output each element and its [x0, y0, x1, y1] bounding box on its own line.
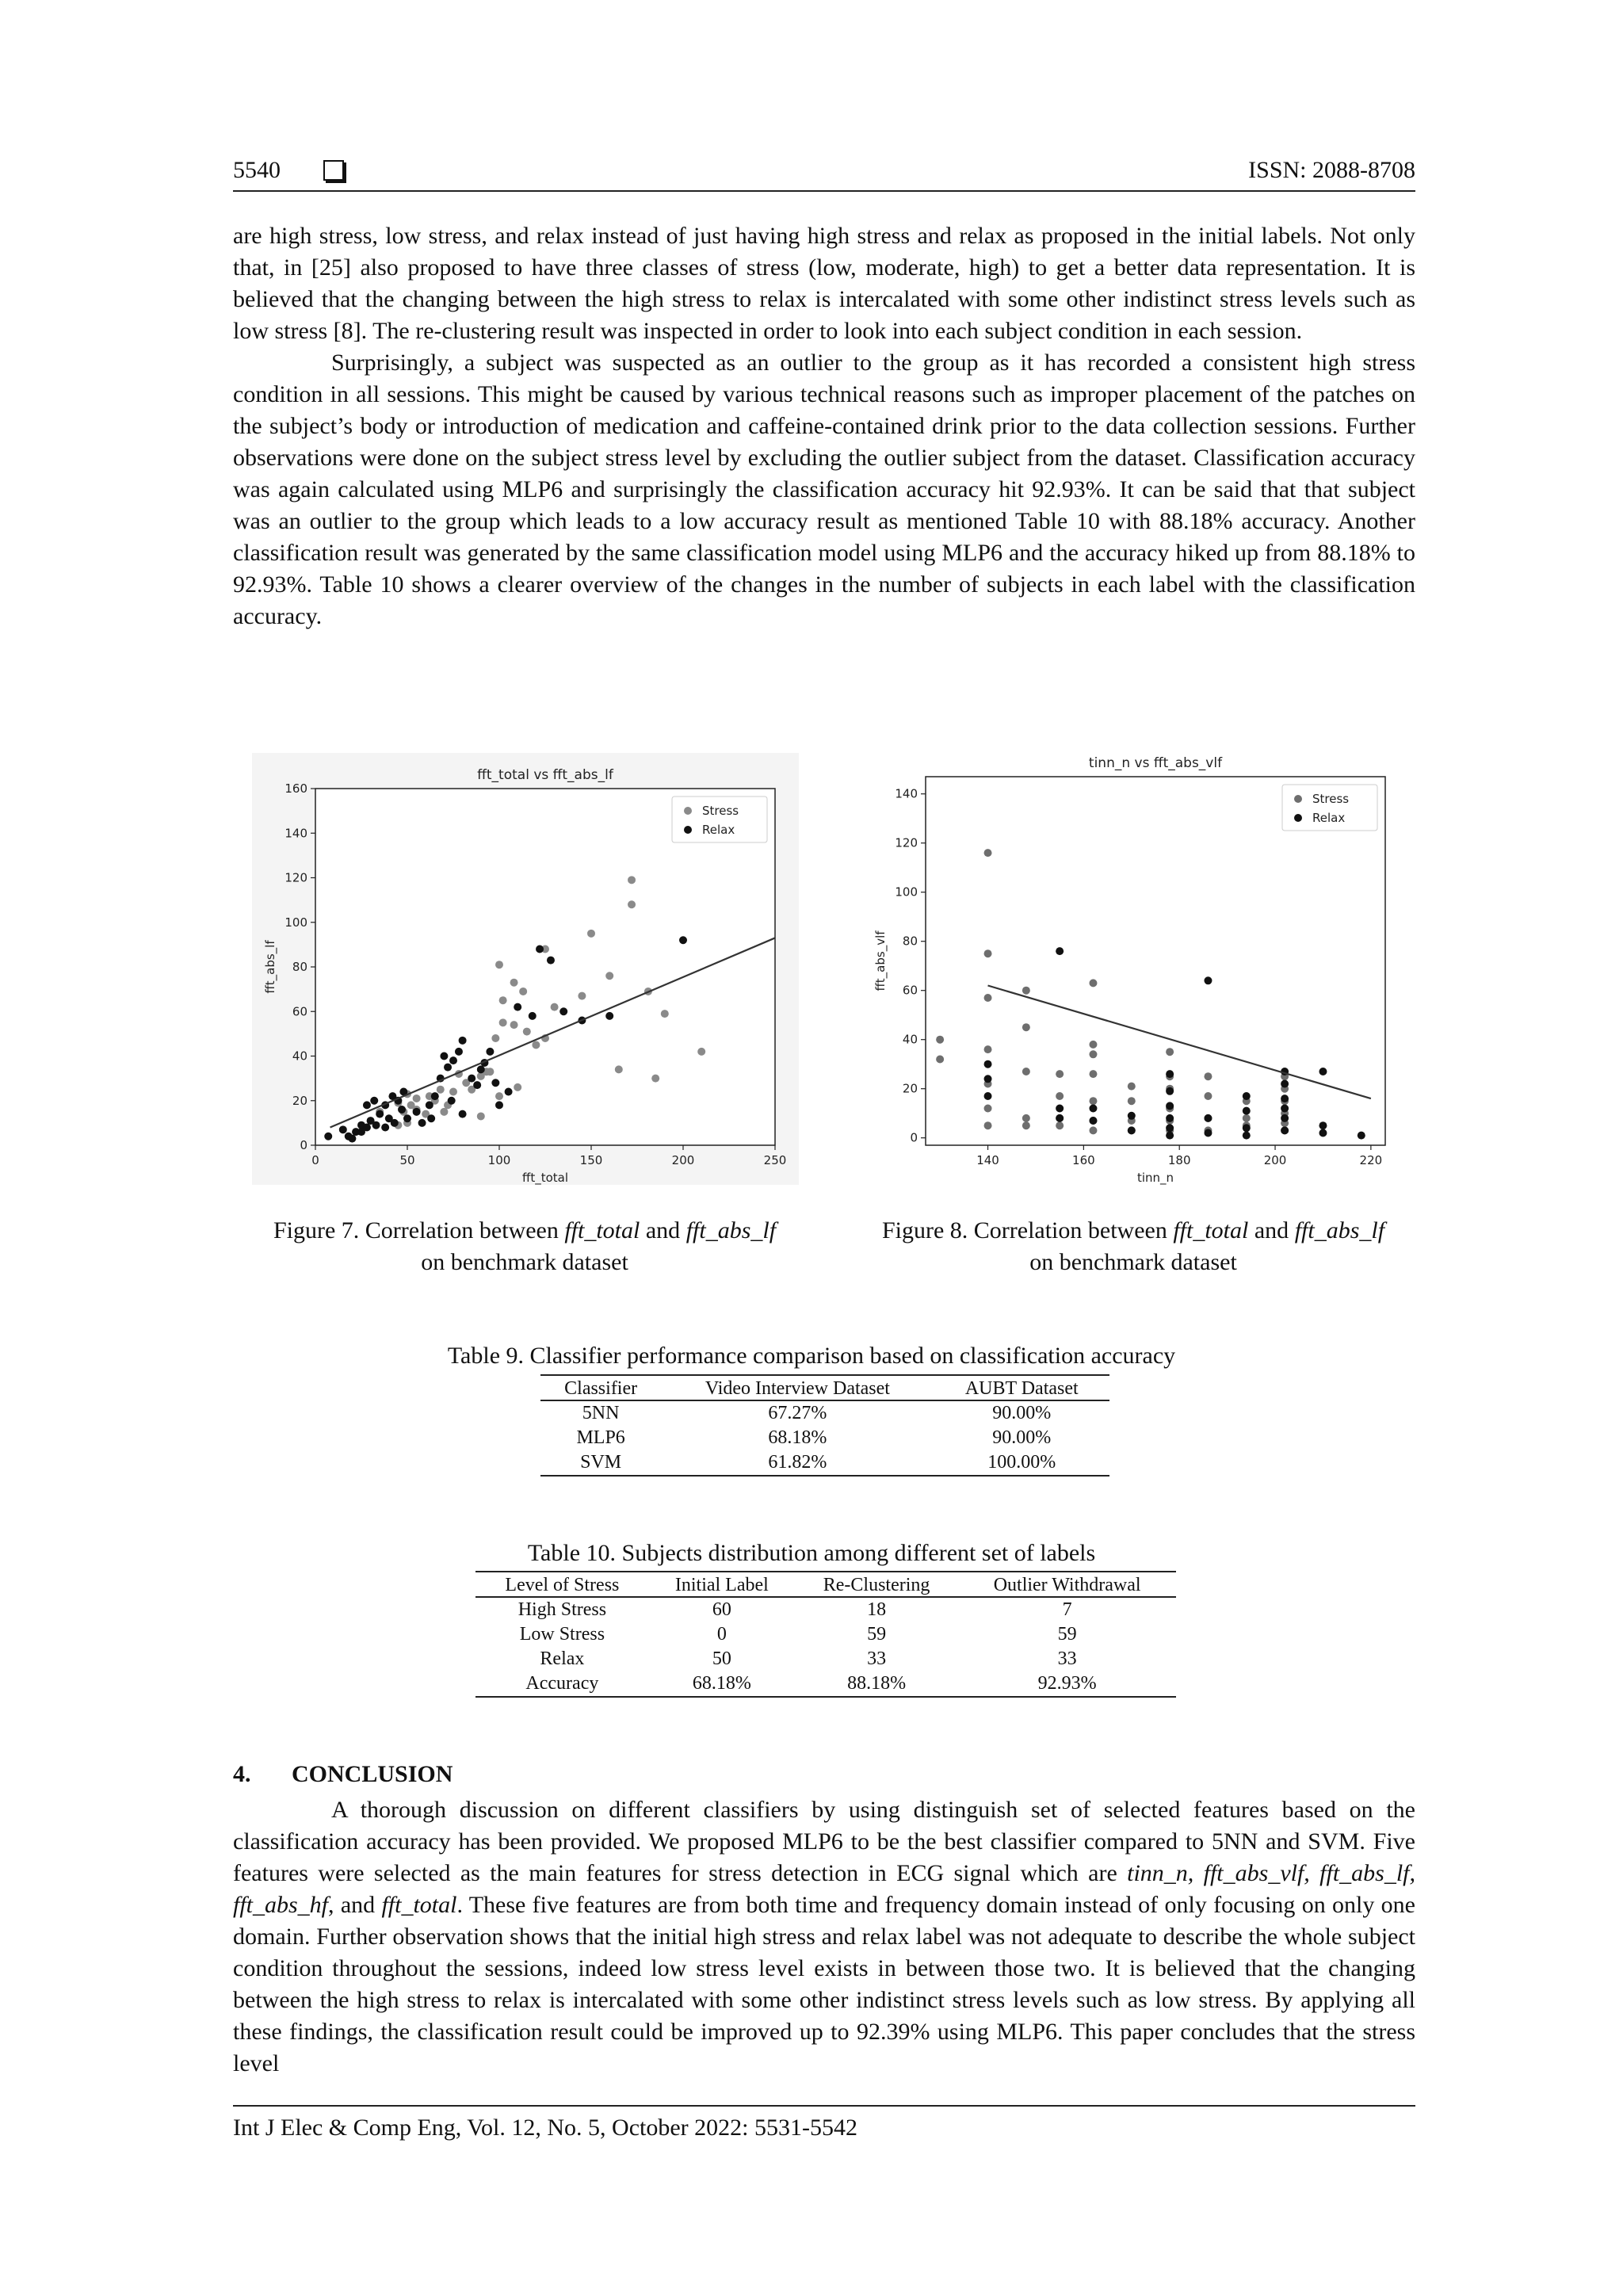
scatter-point-relax — [559, 1007, 567, 1015]
table-9-caption: Table 9. Classifier performance comparison based on classification accuracy — [447, 1343, 1176, 1369]
table-9-header — [540, 1375, 1109, 1400]
scatter-point-stress — [1022, 1121, 1030, 1129]
scatter-point-relax — [391, 1119, 399, 1127]
scatter-point-relax — [514, 1003, 521, 1011]
scatter-point-relax — [459, 1110, 467, 1118]
scatter-point-relax — [449, 1056, 457, 1064]
scatter-point-relax — [440, 1052, 448, 1060]
scatter-point-stress — [1089, 1126, 1097, 1134]
scatter-point-stress — [1022, 987, 1030, 995]
table-row: Low Stress 0 59 59 — [519, 1624, 1077, 1645]
scatter-point-stress — [984, 849, 992, 857]
scatter-point-stress — [440, 1108, 448, 1116]
scatter-point-relax — [1204, 1129, 1212, 1137]
table-10-col: Re-Clustering — [795, 1572, 958, 1597]
issn: ISSN: 2088-8708 — [1248, 157, 1415, 183]
scatter-point-relax — [1281, 1080, 1289, 1088]
scatter-point-stress — [486, 1068, 494, 1075]
y-tick-label: 80 — [902, 934, 918, 949]
scatter-point-relax — [1166, 1114, 1174, 1122]
scatter-point-relax — [403, 1114, 411, 1122]
scatter-point-relax — [426, 1101, 433, 1109]
scatter-point-relax — [1166, 1102, 1174, 1110]
scatter-point-stress — [936, 1036, 944, 1044]
x-tick-label: 50 — [399, 1153, 415, 1167]
scatter-point-stress — [532, 1041, 540, 1049]
scatter-point-relax — [984, 1075, 992, 1083]
x-tick-label: 200 — [1263, 1153, 1287, 1167]
scatter-point-relax — [413, 1108, 421, 1116]
scatter-point-relax — [491, 1079, 499, 1087]
table-10-col: Level of Stress — [475, 1572, 649, 1597]
scatter-point-relax — [473, 1081, 481, 1089]
scatter-point-relax — [1281, 1095, 1289, 1102]
scatter-point-stress — [1089, 1097, 1097, 1105]
scatter-point-stress — [1243, 1114, 1251, 1122]
scatter-point-relax — [1319, 1121, 1327, 1129]
paragraph-1: are high stress, low stress, and relax instead of just having high stress and relax as proposed in the initial labels. Not only that, in [25] also proposed to have three classes of stress (low, moderate, high) to get a better data representation. It is believed that the changing between the high stress to relax is intercalated with some other indistinct stress levels such as low stress [8]. The re-clustering result was inspected in order to look into each subject condition in each session. — [233, 223, 1415, 344]
x-tick-label: 200 — [671, 1153, 695, 1167]
page-number: 5540 — [233, 157, 281, 183]
legend-label: Stress — [702, 804, 739, 818]
scatter-point-stress — [510, 1021, 518, 1029]
page-header — [233, 155, 1415, 192]
scatter-point-relax — [1319, 1068, 1327, 1075]
x-tick-label: 180 — [1167, 1153, 1191, 1167]
scatter-point-stress — [984, 1121, 992, 1129]
scatter-point-relax — [1243, 1132, 1251, 1140]
y-tick-label: 0 — [910, 1130, 918, 1145]
scatter-point-relax — [1204, 1114, 1212, 1122]
scatter-point-stress — [697, 1048, 705, 1056]
scatter-point-stress — [1089, 1041, 1097, 1049]
conclusion-text — [233, 1794, 1415, 2080]
scatter-point-relax — [679, 936, 687, 944]
y-tick-label: 0 — [300, 1138, 307, 1152]
scatter-point-stress — [495, 1092, 503, 1100]
section-heading: 4. CONCLUSION — [233, 1761, 453, 1787]
legend-label: Relax — [1312, 811, 1346, 825]
scatter-point-relax — [1358, 1132, 1365, 1140]
scatter-point-stress — [628, 876, 636, 884]
y-tick-label: 160 — [285, 781, 307, 796]
figure-8-chart — [862, 753, 1409, 1185]
scatter-point-relax — [348, 1135, 356, 1143]
scatter-point-stress — [499, 996, 507, 1004]
table-row: Accuracy 68.18% 88.18% 92.93% — [475, 1671, 1176, 1697]
scatter-point-relax — [418, 1119, 426, 1127]
scatter-point-relax — [486, 1048, 494, 1056]
scatter-point-relax — [495, 1101, 503, 1109]
scatter-point-stress — [413, 1095, 421, 1102]
legend-label: Stress — [1312, 792, 1350, 806]
scatter-point-relax — [1243, 1107, 1251, 1115]
scatter-point-relax — [1166, 1070, 1174, 1078]
scatter-point-relax — [444, 1064, 452, 1072]
scatter-point-stress — [1128, 1097, 1136, 1105]
table-9 — [540, 1374, 1109, 1477]
scatter-point-relax — [459, 1037, 467, 1045]
scatter-point-stress — [551, 1003, 559, 1011]
scatter-point-stress — [1022, 1023, 1030, 1031]
scatter-point-relax — [1166, 1087, 1174, 1095]
x-tick-label: 140 — [976, 1153, 999, 1167]
scatter-point-relax — [477, 1065, 485, 1073]
table-10 — [475, 1571, 1176, 1698]
scatter-point-stress — [651, 1075, 659, 1083]
scatter-point-stress — [1056, 1092, 1064, 1100]
scatter-point-stress — [477, 1112, 485, 1120]
y-tick-label: 20 — [292, 1093, 307, 1108]
scatter-point-relax — [1281, 1126, 1289, 1134]
scatter-point-relax — [505, 1088, 513, 1096]
table-row: MLP6 68.18% 90.00% — [576, 1427, 1052, 1448]
figure-7-caption: Figure 7. Correlation between fft_total and fft_abs_lf on benchmark dataset — [273, 1217, 777, 1275]
scatter-point-relax — [427, 1114, 435, 1122]
x-tick-label: 220 — [1359, 1153, 1383, 1167]
x-axis-label: fft_total — [521, 1171, 569, 1185]
scatter-point-stress — [1089, 1050, 1097, 1058]
scatter-point-stress — [984, 994, 992, 1002]
y-tick-label: 40 — [902, 1032, 918, 1047]
scatter-point-stress — [984, 949, 992, 957]
scatter-point-stress — [1089, 979, 1097, 987]
scatter-point-relax — [1128, 1112, 1136, 1120]
legend-label: Relax — [702, 823, 735, 837]
journal-citation: Int J Elec & Comp Eng, Vol. 12, No. 5, October 2022: 5531-5542 — [233, 2115, 857, 2141]
scatter-point-relax — [455, 1048, 463, 1056]
scatter-point-relax — [363, 1101, 371, 1109]
scatter-point-relax — [984, 1060, 992, 1068]
scatter-point-relax — [547, 957, 555, 965]
scatter-point-relax — [1056, 1105, 1064, 1113]
scatter-point-stress — [984, 1045, 992, 1053]
chart-title: fft_total vs fft_abs_lf — [477, 767, 613, 783]
scatter-point-relax — [381, 1124, 389, 1132]
table-10-header — [475, 1572, 1176, 1597]
y-tick-label: 100 — [285, 915, 307, 930]
table-row: 5NN 67.27% 90.00% — [582, 1403, 1052, 1423]
scatter-point-stress — [605, 972, 613, 980]
scatter-point-stress — [519, 988, 527, 995]
scatter-point-relax — [1166, 1124, 1174, 1132]
scatter-point-stress — [936, 1056, 944, 1064]
scatter-point-stress — [449, 1088, 457, 1096]
scatter-point-stress — [1056, 1070, 1064, 1078]
paragraph-2: Surprisingly, a subject was suspected as an outlier to the group as it has recorded a consistent high stress condition in all sessions. This might be caused by various technical reasons such as improper placement of the patches on the subject’s body or introduction of medication and caffeine-contained drink prior to the data collection sessions. Further observations were done on the subject stress level by excluding the outlier subject from the dataset. Classification accuracy was again calculated using MLP6 and surprisingly the classification accuracy hit 92.93%. It can be said that that subject was an outlier to the group which leads to a low accuracy result as mentioned Table 10 with 88.18% accuracy. Another classification result was generated by the same classification model using MLP6 and the accuracy hiked up from 88.18% to 92.93%. Table 10 shows a clearer overview of the changes in the number of subjects in each label with the classification accuracy. — [233, 350, 1415, 629]
scatter-point-stress — [984, 1105, 992, 1113]
scatter-point-relax — [357, 1128, 365, 1136]
table-10-caption: Table 10. Subjects distribution among different set of labels — [527, 1540, 1096, 1566]
x-tick-label: 250 — [763, 1153, 787, 1167]
scatter-point-stress — [1022, 1114, 1030, 1122]
scatter-point-relax — [376, 1110, 384, 1118]
y-tick-label: 140 — [895, 786, 918, 801]
scatter-point-stress — [1204, 1092, 1212, 1100]
plot-area — [926, 777, 1385, 1145]
scatter-point-relax — [1128, 1126, 1136, 1134]
scatter-point-relax — [370, 1097, 378, 1105]
scatter-point-relax — [372, 1121, 380, 1129]
table-10-col: Initial Label — [649, 1572, 795, 1597]
conclusion-paragraph: A thorough discussion on different classifiers by using distinguish set of selected features based on the classification accuracy has been provided. We proposed MLP6 to be the best classifier compared to 5NN and SVM. Five features were selected as the main features for stress detection in ECG signal which are tinn_n, fft_abs_vlf, fft_abs_lf, fft_abs_hf, and fft_total. These five features are from both time and frequency domain instead of only focusing on only one domain. Further observation shows that the initial high stress and relax label was not adequate to describe the whole subject condition throughout the sessions, indeed low stress level exists in between those two. It is believed that the changing between the high stress to relax is intercalated with some other indistinct stress levels such as low stress. By applying all these findings, the classification result could be improved up to 92.39% using MLP6. This paper concludes that the stress level — [233, 1797, 1416, 2076]
scatter-point-stress — [523, 1028, 531, 1036]
scatter-point-stress — [1022, 1068, 1030, 1075]
page-footer — [233, 2105, 1415, 2141]
scatter-point-stress — [514, 1083, 521, 1091]
scatter-point-stress — [615, 1065, 623, 1073]
scatter-point-stress — [1089, 1070, 1097, 1078]
x-tick-label: 0 — [311, 1153, 319, 1167]
scatter-point-relax — [536, 946, 544, 953]
x-tick-label: 150 — [579, 1153, 603, 1167]
scatter-point-stress — [1056, 1121, 1064, 1129]
scatter-point-stress — [510, 979, 518, 987]
table-row: High Stress 60 18 7 — [517, 1599, 1072, 1620]
table-9-col: Classifier — [540, 1375, 661, 1400]
figure-7 — [252, 753, 799, 1185]
y-tick-label: 120 — [285, 870, 307, 885]
table-9-col: Video Interview Dataset — [661, 1375, 934, 1400]
scatter-point-stress — [1166, 1048, 1174, 1056]
scatter-point-relax — [448, 1097, 456, 1105]
y-tick-label: 100 — [895, 884, 918, 900]
y-tick-label: 60 — [902, 983, 918, 998]
scatter-point-relax — [1166, 1132, 1174, 1140]
scatter-point-relax — [1243, 1092, 1251, 1100]
body-text — [233, 220, 1415, 632]
scatter-point-relax — [398, 1106, 406, 1114]
x-tick-label: 160 — [1072, 1153, 1095, 1167]
scatter-point-stress — [491, 1034, 499, 1042]
scatter-point-relax — [1089, 1117, 1097, 1125]
figure-7-chart — [252, 753, 799, 1185]
scatter-point-stress — [628, 900, 636, 908]
scatter-point-stress — [578, 992, 586, 1000]
table-row: SVM 61.82% 100.00% — [540, 1450, 1109, 1476]
scatter-point-relax — [1089, 1105, 1097, 1113]
scatter-point-relax — [324, 1133, 332, 1140]
x-tick-label: 100 — [487, 1153, 511, 1167]
scatter-point-stress — [1128, 1083, 1136, 1091]
scatter-point-relax — [1204, 976, 1212, 984]
y-tick-label: 20 — [902, 1081, 918, 1096]
scatter-point-stress — [407, 1101, 415, 1109]
y-tick-label: 120 — [895, 835, 918, 850]
y-tick-label: 60 — [292, 1004, 307, 1019]
scatter-point-relax — [339, 1125, 347, 1133]
scatter-point-relax — [1243, 1124, 1251, 1132]
scatter-point-relax — [1281, 1114, 1289, 1122]
scatter-point-relax — [605, 1012, 613, 1020]
y-axis-label: fft_abs_vlf — [873, 930, 888, 991]
scatter-point-stress — [495, 961, 503, 968]
scatter-point-relax — [1319, 1129, 1327, 1137]
scatter-point-stress — [437, 1086, 445, 1094]
legend-marker — [684, 826, 692, 834]
y-tick-label: 80 — [292, 960, 307, 974]
scatter-point-stress — [1204, 1072, 1212, 1080]
scatter-point-stress — [587, 930, 595, 938]
legend-marker — [1294, 814, 1302, 822]
legend-marker — [1294, 795, 1302, 803]
table-10-col: Outlier Withdrawal — [958, 1572, 1176, 1597]
scatter-point-relax — [529, 1012, 537, 1020]
scatter-point-relax — [431, 1092, 439, 1100]
y-tick-label: 140 — [285, 826, 307, 841]
square-bullet-icon — [323, 160, 344, 181]
x-axis-label: tinn_n — [1136, 1171, 1174, 1185]
chart-title: tinn_n vs fft_abs_vlf — [1088, 755, 1223, 771]
scatter-point-relax — [1281, 1105, 1289, 1113]
figure-8-caption: Figure 8. Correlation between fft_total and fft_abs_lf on benchmark dataset — [881, 1217, 1385, 1275]
scatter-point-relax — [1056, 1114, 1064, 1122]
scatter-point-stress — [661, 1010, 669, 1018]
y-axis-label: fft_abs_lf — [263, 940, 277, 994]
legend-marker — [684, 807, 692, 815]
scatter-point-stress — [499, 1018, 507, 1026]
table-row: Relax 50 33 33 — [540, 1648, 1077, 1669]
scatter-point-relax — [984, 1092, 992, 1100]
table-9-col: AUBT Dataset — [934, 1375, 1110, 1400]
y-tick-label: 40 — [292, 1049, 307, 1064]
scatter-point-relax — [468, 1075, 475, 1083]
figure-8 — [862, 753, 1409, 1185]
scatter-point-relax — [1056, 947, 1064, 955]
